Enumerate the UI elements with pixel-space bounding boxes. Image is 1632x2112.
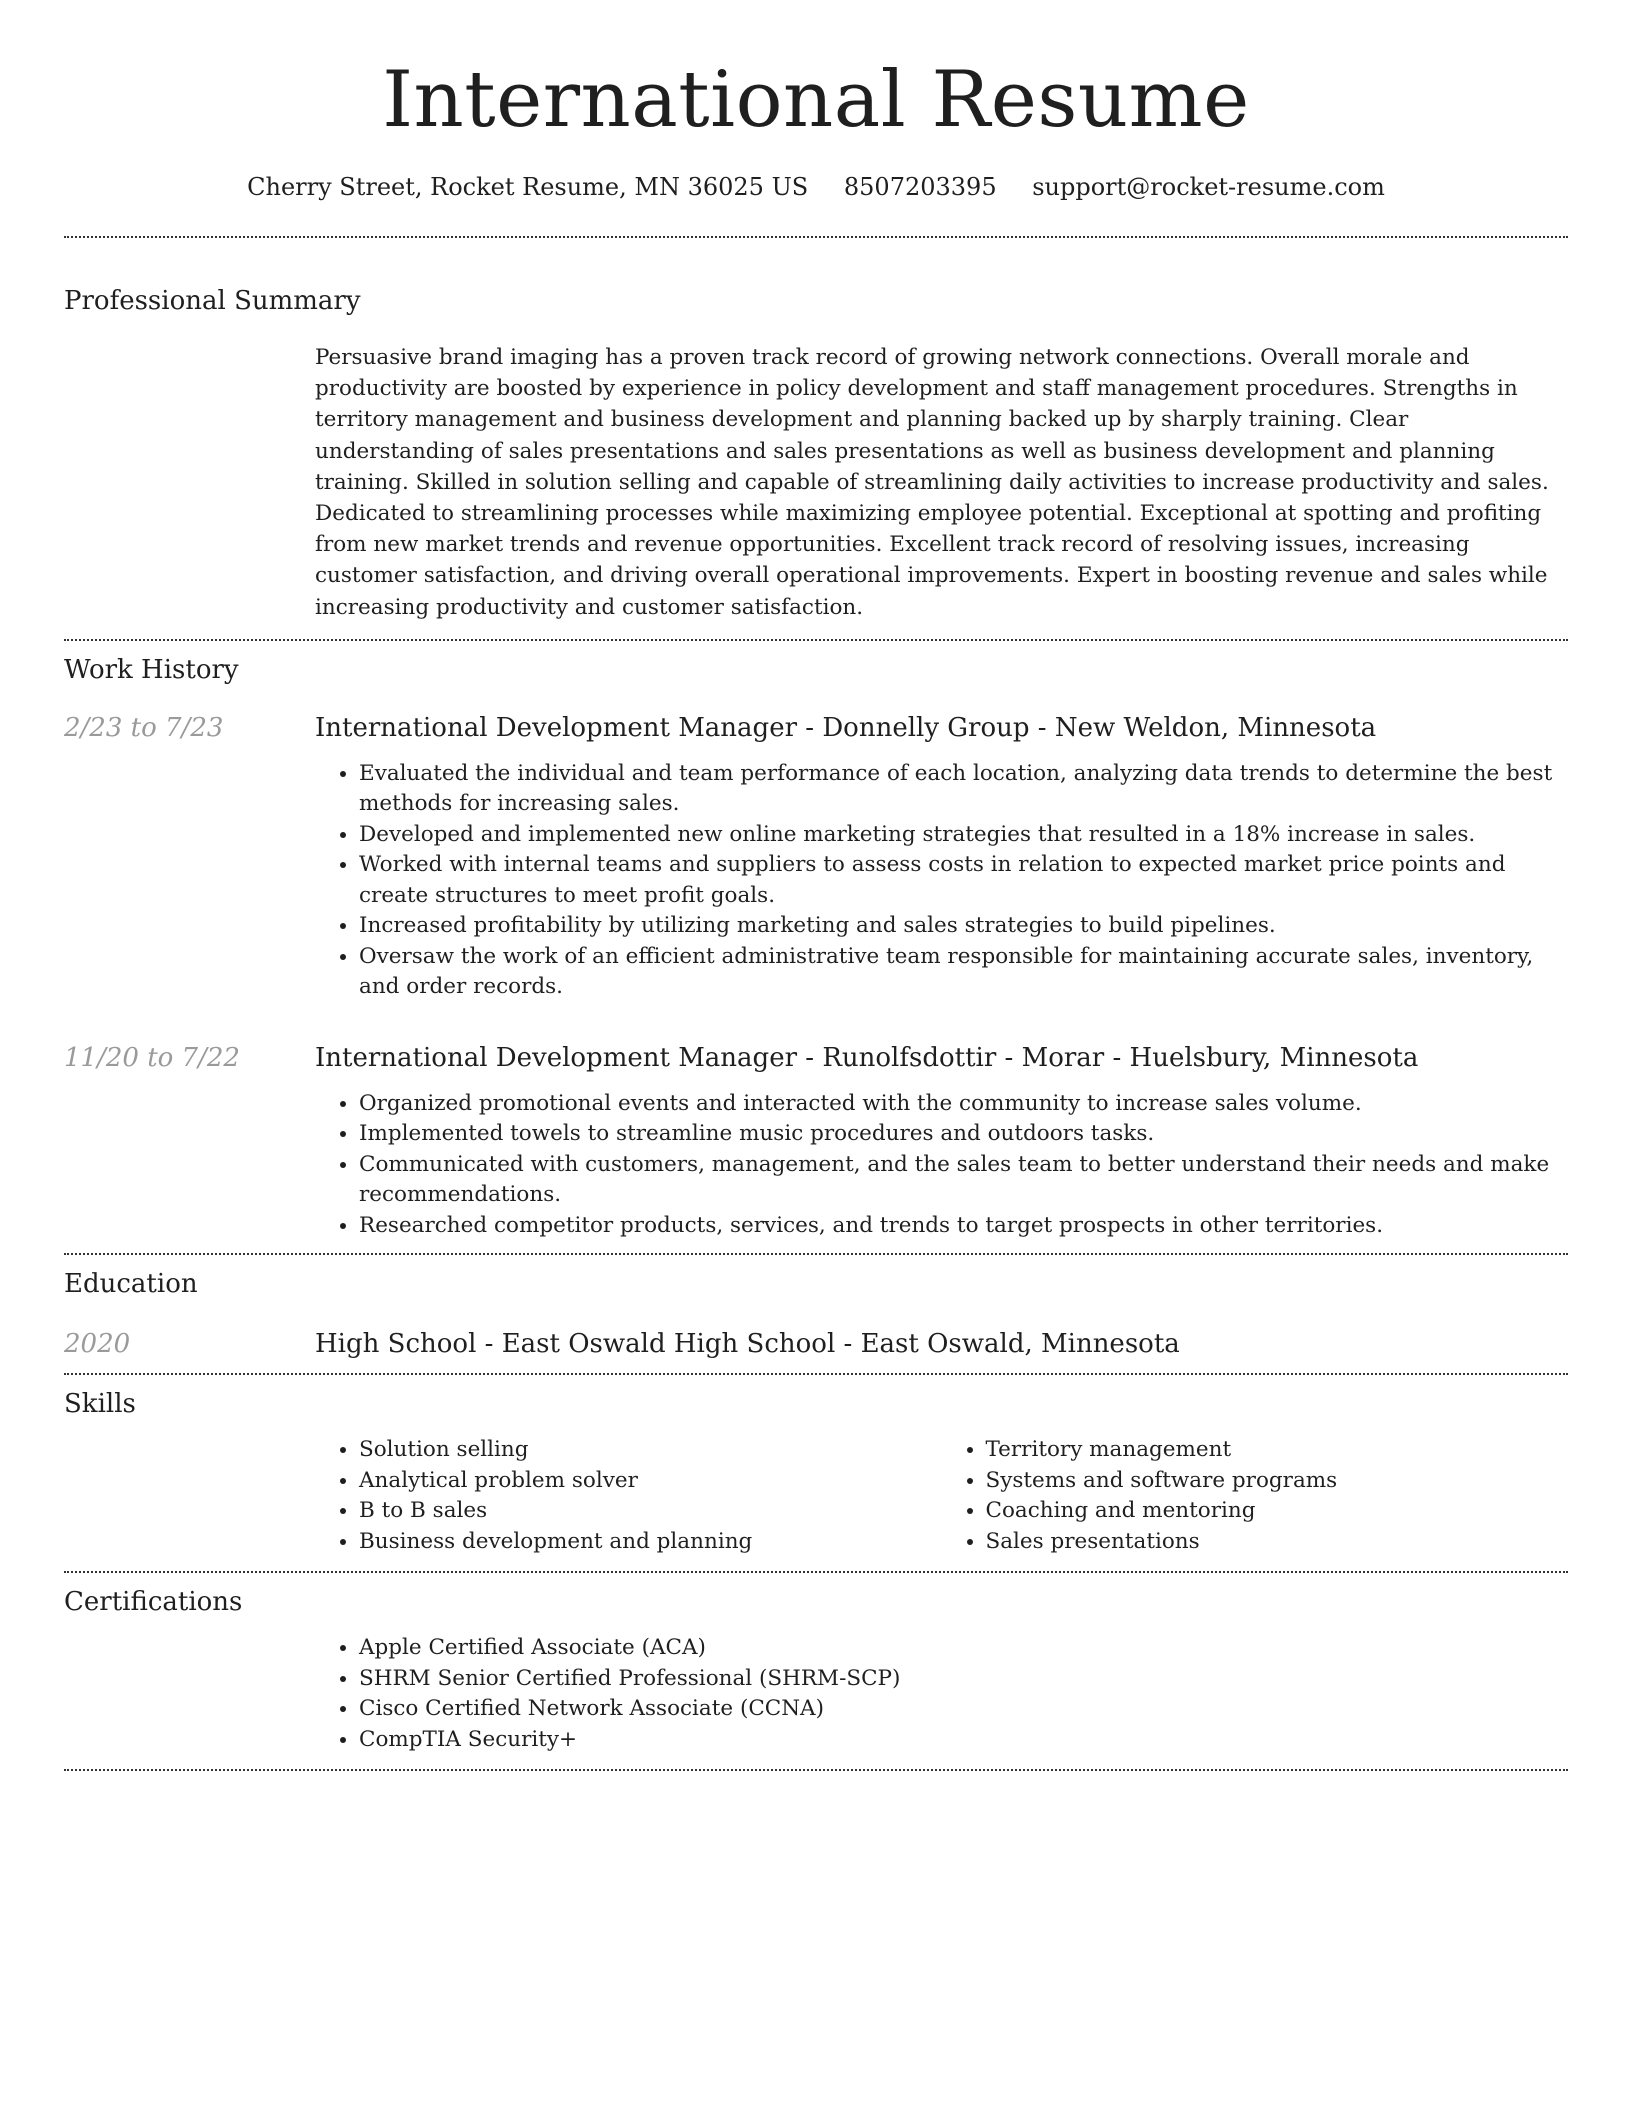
job-heading: International Development Manager - Donnelly Group - New Weldon, Minnesota [315,712,1377,743]
job-entry [64,1041,1568,1242]
section-divider [64,1769,1568,1771]
skill-item: • Systems and software programs [986,1466,1569,1497]
certification-item: • Apple Certified Associate (ACA) [359,1633,1568,1664]
candidate-name: International Resume [382,55,1250,145]
job-bullet: • Oversaw the work of an efficient administrative team responsible for maintaining accurate sales, inventory, and order records. [359,942,1568,1003]
job-bullet: • Worked with internal teams and suppliers to assess costs in relation to expected market price points and create structures to meet profit goals. [359,850,1568,911]
certification-item: • CompTIA Security+ [359,1725,1568,1756]
job-bullet: • Organized promotional events and interacted with the community to increase sales volume. [359,1089,1568,1120]
certification-item: • Cisco Certified Network Associate (CCNA) [359,1694,1568,1725]
skill-item: • B to B sales [359,1496,942,1527]
job-bullet: • Researched competitor products, services, and trends to target prospects in other territories. [359,1211,1568,1242]
education-section [64,1255,1568,1373]
education-entry [64,1327,1568,1361]
education-heading: High School - East Oswald High School - East Oswald, Minnesota [315,1329,1180,1360]
job-date: 11/20 to 7/22 [64,1042,240,1073]
skills-list-left [315,1435,942,1557]
skills-grid [315,1435,1568,1557]
skill-item: • Territory management [986,1435,1569,1466]
contact-email: support@rocket-resume.com [1032,173,1385,201]
skill-item: • Sales presentations [986,1527,1569,1558]
resume-header [64,0,1568,204]
job-bullets [315,1089,1568,1242]
section-title-skills: Skills [64,1389,136,1420]
education-date: 2020 [64,1329,131,1360]
job-entry [64,711,1568,1003]
job-bullet: • Developed and implemented new online marketing strategies that resulted in a 18% increase in sales. [359,820,1568,851]
job-bullet: • Increased profitability by utilizing marketing and sales strategies to build pipelines. [359,911,1568,942]
certifications-list [315,1633,1568,1755]
job-details [315,711,1568,1003]
section-title-work: Work History [64,654,239,685]
section-title-education: Education [64,1269,198,1300]
skill-item: • Solution selling [359,1435,942,1466]
contact-address: Cherry Street, Rocket Resume, MN 36025 US [247,173,809,201]
section-title-certifications: Certifications [64,1587,243,1618]
certification-item: • SHRM Senior Certified Professional (SHRM-SCP) [359,1664,1568,1695]
professional-summary-section [64,238,1568,623]
skills-list-right [942,1435,1569,1557]
certifications-section [64,1573,1568,1769]
contact-phone: 8507203395 [843,173,997,201]
job-details [315,1041,1568,1242]
skill-item: • Analytical problem solver [359,1466,942,1497]
job-date: 2/23 to 7/23 [64,712,224,743]
job-heading: International Development Manager - Runolfsdottir - Morar - Huelsbury, Minnesota [315,1042,1419,1073]
job-bullets [315,759,1568,1003]
section-title-summary: Professional Summary [64,286,361,316]
job-bullet: • Implemented towels to streamline music procedures and outdoors tasks. [359,1119,1568,1150]
skills-section [64,1375,1568,1571]
job-bullet: • Evaluated the individual and team performance of each location, analyzing data trends to determine the best methods for increasing sales. [359,759,1568,820]
skill-item: • Coaching and mentoring [986,1496,1569,1527]
summary-text: Persuasive brand imaging has a proven track record of growing network connections. Overall morale and productivity are boosted by experience in policy development and staff management procedures. Strengths in territory management and business development and planning backed up by sharply training. Clear understanding of sales presentations and sales presentations as well as business development and planning training. Skilled in solution selling and capable of streamlining daily activities to increase productivity and sales. Dedicated to streamlining processes while maximizing employee potential. Exceptional at spotting and profiting from new market trends and revenue opportunities. Excellent track record of resolving issues, increasing customer satisfaction, and driving overall operational improvements. Expert in boosting revenue and sales while increasing productivity and customer satisfaction. [315,345,1549,620]
certification-bullets [315,1633,1568,1755]
skill-item: • Business development and planning [359,1527,942,1558]
work-history-section [64,641,1568,1242]
contact-info [64,170,1568,204]
job-bullet: • Communicated with customers, management, and the sales team to better understand their needs and make recommendations. [359,1150,1568,1211]
